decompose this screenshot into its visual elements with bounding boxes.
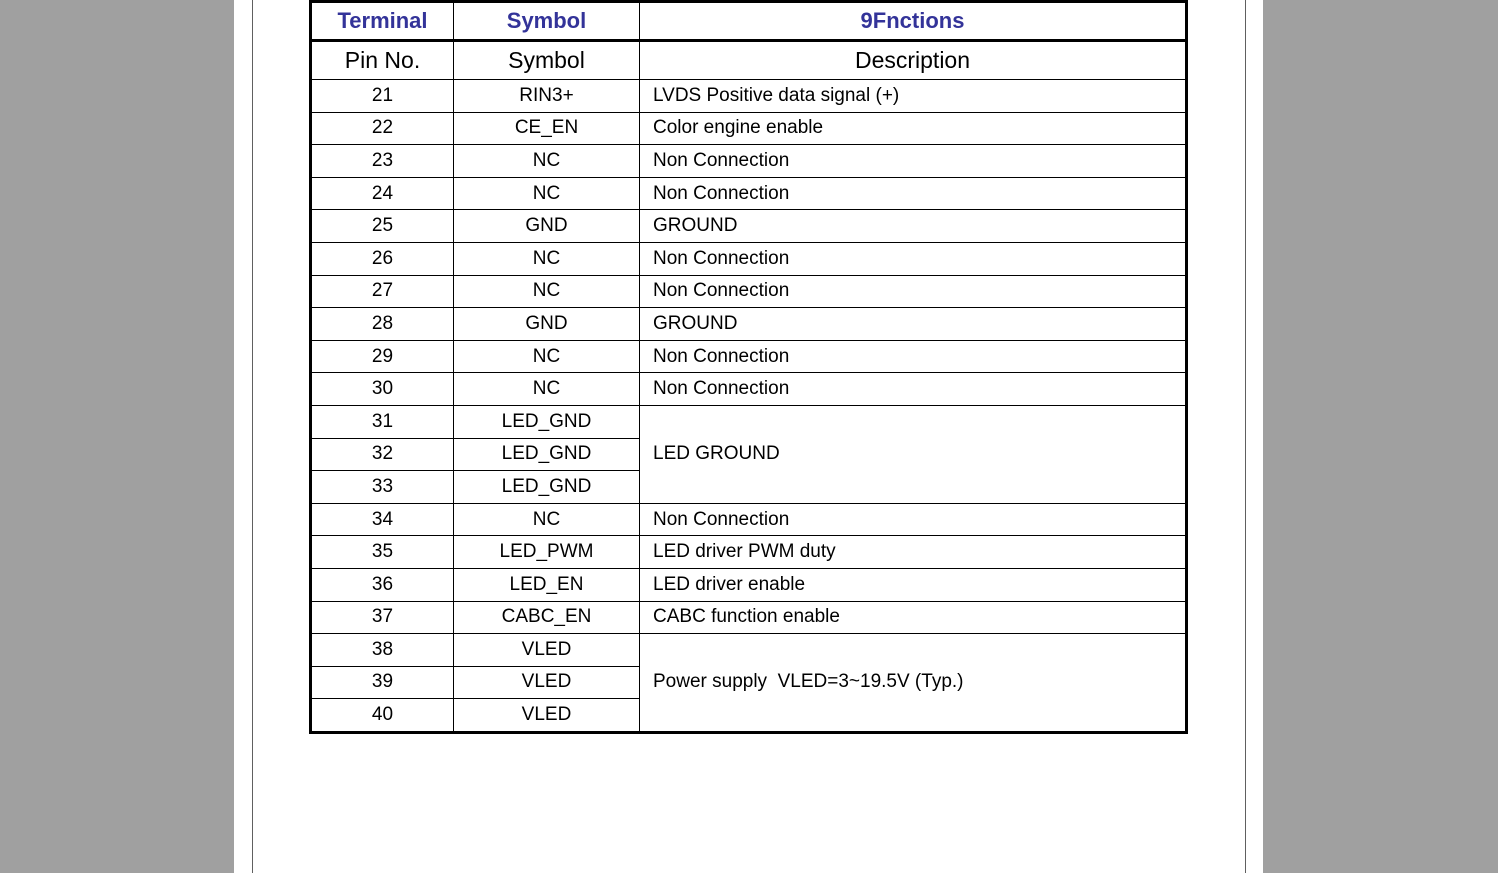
table-row xyxy=(311,634,1187,667)
pin-symbol: NC xyxy=(454,275,640,308)
pin-number: 40 xyxy=(311,699,454,733)
pin-number: 25 xyxy=(311,210,454,243)
table-row xyxy=(311,210,1187,243)
pin-description: Non Connection xyxy=(640,242,1187,275)
viewer-background-right xyxy=(1263,0,1498,873)
table-row xyxy=(311,177,1187,210)
pin-description: Non Connection xyxy=(640,340,1187,373)
pin-description: LED GROUND xyxy=(640,405,1187,503)
pin-number: 26 xyxy=(311,242,454,275)
pin-symbol: NC xyxy=(454,373,640,406)
table-row xyxy=(311,80,1187,113)
pin-symbol: VLED xyxy=(454,634,640,667)
pin-symbol: VLED xyxy=(454,666,640,699)
table-row xyxy=(311,536,1187,569)
pin-description: CABC function enable xyxy=(640,601,1187,634)
pin-symbol: CABC_EN xyxy=(454,601,640,634)
pin-symbol: NC xyxy=(454,177,640,210)
pin-number: 30 xyxy=(311,373,454,406)
viewer-background-left xyxy=(0,0,234,873)
header-terminal: Terminal xyxy=(311,2,454,41)
page-border-left xyxy=(252,0,253,873)
pin-description: Non Connection xyxy=(640,275,1187,308)
pin-number: 28 xyxy=(311,308,454,341)
pin-number: 24 xyxy=(311,177,454,210)
pin-number: 36 xyxy=(311,568,454,601)
pin-symbol: LED_GND xyxy=(454,405,640,438)
pin-number: 27 xyxy=(311,275,454,308)
header-symbol: Symbol xyxy=(454,2,640,41)
pin-symbol: VLED xyxy=(454,699,640,733)
pin-symbol: NC xyxy=(454,242,640,275)
table-row xyxy=(311,112,1187,145)
pin-number: 22 xyxy=(311,112,454,145)
pin-number: 21 xyxy=(311,80,454,113)
pin-symbol: GND xyxy=(454,210,640,243)
pin-description: LED driver enable xyxy=(640,568,1187,601)
pin-description: GROUND xyxy=(640,210,1187,243)
table-row xyxy=(311,503,1187,536)
pin-symbol: NC xyxy=(454,340,640,373)
pin-assignment-table xyxy=(309,0,1188,734)
pin-description: LVDS Positive data signal (+) xyxy=(640,80,1187,113)
table-row xyxy=(311,373,1187,406)
pin-description: GROUND xyxy=(640,308,1187,341)
pin-symbol: NC xyxy=(454,145,640,178)
pin-description: Non Connection xyxy=(640,503,1187,536)
pin-number: 31 xyxy=(311,405,454,438)
pin-symbol: LED_GND xyxy=(454,438,640,471)
pin-description: LED driver PWM duty xyxy=(640,536,1187,569)
pin-number: 37 xyxy=(311,601,454,634)
header-functions: 9Fnctions xyxy=(640,2,1187,41)
page-border-right xyxy=(1245,0,1246,873)
pin-description: Non Connection xyxy=(640,177,1187,210)
table-row xyxy=(311,275,1187,308)
subheader-description: Description xyxy=(640,41,1187,80)
table-subheader-row xyxy=(311,41,1187,80)
pin-number: 32 xyxy=(311,438,454,471)
pin-description: Non Connection xyxy=(640,373,1187,406)
pin-number: 29 xyxy=(311,340,454,373)
pin-symbol: NC xyxy=(454,503,640,536)
pin-number: 38 xyxy=(311,634,454,667)
pin-number: 23 xyxy=(311,145,454,178)
subheader-pin-no: Pin No. xyxy=(311,41,454,80)
pin-symbol: RIN3+ xyxy=(454,80,640,113)
table-row xyxy=(311,405,1187,438)
pin-number: 34 xyxy=(311,503,454,536)
table-row xyxy=(311,145,1187,178)
pin-symbol: LED_EN xyxy=(454,568,640,601)
pin-number: 33 xyxy=(311,471,454,504)
subheader-symbol: Symbol xyxy=(454,41,640,80)
table-row xyxy=(311,568,1187,601)
pin-symbol: LED_GND xyxy=(454,471,640,504)
table-row xyxy=(311,308,1187,341)
pin-description: Power supply VLED=3~19.5V (Typ.) xyxy=(640,634,1187,733)
pin-number: 39 xyxy=(311,666,454,699)
pin-symbol: LED_PWM xyxy=(454,536,640,569)
pin-description: Color engine enable xyxy=(640,112,1187,145)
table-row xyxy=(311,601,1187,634)
pin-description: Non Connection xyxy=(640,145,1187,178)
pin-symbol: CE_EN xyxy=(454,112,640,145)
table-row xyxy=(311,340,1187,373)
pin-number: 35 xyxy=(311,536,454,569)
table-row xyxy=(311,242,1187,275)
table-header-row xyxy=(311,2,1187,41)
pin-symbol: GND xyxy=(454,308,640,341)
